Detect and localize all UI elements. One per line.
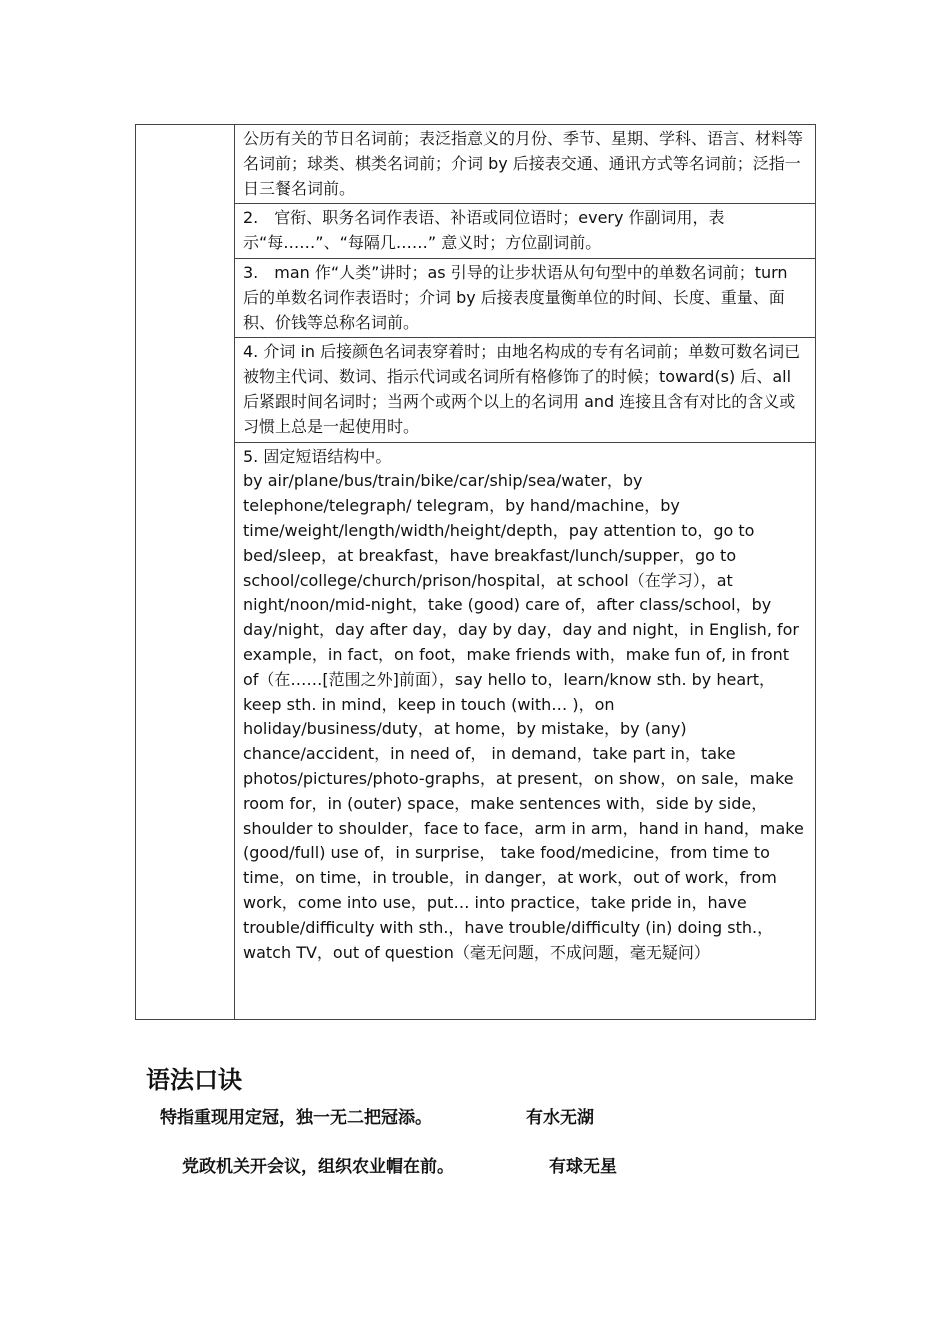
table-cell-rule-5 xyxy=(235,442,816,1019)
rhyme-line-2: 党政机关开会议，组织农业帽在前。 xyxy=(182,1157,454,1177)
table-row xyxy=(136,125,816,204)
table-row xyxy=(136,338,816,442)
table-row xyxy=(136,442,816,1019)
table-cell-rule-2: 2. 官衔、职务名词作表语、补语或同位语时；every 作副词用，表示“每……”、“每隔几……” 意义时；方位副词前。 xyxy=(235,204,816,259)
table-cell-rule-4: 4. 介词 in 后接颜色名词表穿着时；由地名构成的专有名词前；单数可数名词已被物主代词、数词、指示代词或名词所有格修饰了的时候；toward(s) 后、all 后紧跟时间名词时；当两个或两个以上的名词用 and 连接且含有对比的含义或习惯上总是一起使用时。 xyxy=(235,338,816,442)
table-row xyxy=(136,258,816,337)
rhyme-note-1: 有水无湖 xyxy=(526,1108,594,1128)
rule-5-title: 5. 固定短语结构中。 xyxy=(243,446,392,466)
rhyme-note-2: 有球无星 xyxy=(549,1157,617,1177)
rhyme-line-1: 特指重现用定冠，独一无二把冠添。 xyxy=(160,1108,432,1128)
fixed-phrases-text: by air/plane/bus/train/bike/car/ship/sea/water，by telephone/telegraph/ telegram，by hand/machine，by time/weight/length/width/height/depth，pay attention to，go to bed/sleep，at breakfast，have breakfast/lunch/supper，go to school/college/church/prison/hospital，at school（在学习），at night/noon/mid-night，take (good) care of，after class/school，by day/night，day after day，day by day，day and night，in English, for example，in fact，on foot，make friends with，make fun of, in front of（在……[范围之外]前面），say hello to，learn/know sth. by heart，keep sth. in mind，keep in touch (with… )，on holiday/business/duty，at home，by mistake，by (any) chance/accident，in need of， in demand，take part in，take photos/pictures/photo-graphs，at present，on show，on sale，make room for，in (outer) space，make sentences with，side by side，shoulder to shoulder，face to face，arm in arm，hand in hand，make (good/full) use of，in surprise， take food/medicine，from time to time，on time，in trouble，in danger，at work，out of work，from work，come into use，put… into practice，take pride in，have trouble/difficulty with sth.，have trouble/difficulty (in) doing sth.，watch TV，out of question（毫无问题，不成问题，毫无疑问） xyxy=(243,471,804,962)
grammar-table xyxy=(135,124,816,1020)
section-heading: 语法口诀 xyxy=(146,1066,242,1094)
table-left-cell xyxy=(136,125,235,1020)
table-cell-rule-1: 公历有关的节日名词前；表泛指意义的月份、季节、星期、学科、语言、材料等名词前；球类、棋类名词前；介词 by 后接表交通、通讯方式等名词前；泛指一日三餐名词前。 xyxy=(235,125,816,204)
table-row xyxy=(136,204,816,259)
table-cell-rule-3: 3. man 作“人类”讲时；as 引导的让步状语从句句型中的单数名词前；turn 后的单数名词作表语时；介词 by 后接表度量衡单位的时间、长度、重量、面积、价钱等总称名词前。 xyxy=(235,258,816,337)
